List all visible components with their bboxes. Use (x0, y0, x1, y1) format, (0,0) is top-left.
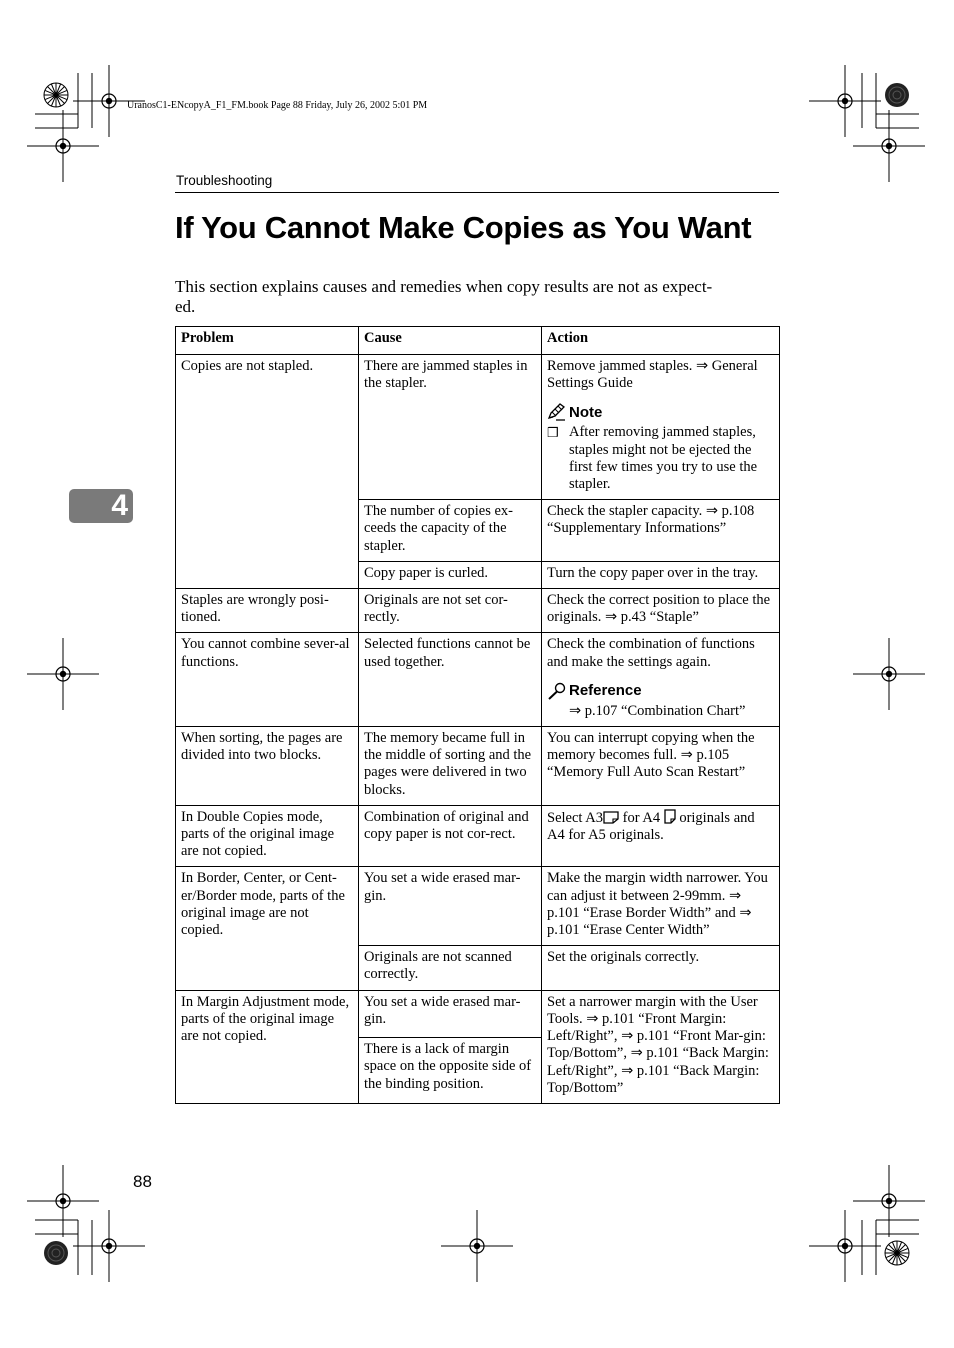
problem-cell: In Margin Adjustment mode, parts of the original image are not copied. (176, 990, 359, 1103)
cause-cell: The number of copies ex-ceeds the capacity of the stapler. (359, 500, 542, 562)
problem-cell: When sorting, the pages are divided into two blocks. (176, 727, 359, 806)
table-row (176, 805, 780, 867)
chapter-tab (69, 489, 133, 523)
cause-cell: You set a wide erased mar-gin. (359, 990, 542, 1037)
action-cell: Turn the copy paper over in the tray. (542, 561, 780, 588)
cause-cell: You set a wide erased mar-gin. (359, 867, 542, 946)
cause-cell: Combination of original and copy paper is not cor-rect. (359, 805, 542, 867)
problem-cell: Copies are not stapled. (176, 355, 359, 589)
intro-line-1: This section explains causes and remedies when copy results are not as expect- (175, 277, 713, 296)
table-header-row (176, 327, 780, 355)
table-row (176, 867, 780, 946)
action-cell (542, 355, 780, 500)
reference-magnifier-icon (547, 682, 567, 700)
landscape-paper-icon (603, 811, 619, 824)
table-row (176, 727, 780, 806)
cause-cell: There is a lack of margin space on the opposite side of the binding position. (359, 1038, 542, 1104)
action-text: Check the combination of functions and make the settings again. (547, 636, 755, 670)
action-cell: Check the stapler capacity. ⇒ p.108 “Supplementary Informations” (542, 500, 780, 562)
action-cell: Set the originals correctly. (542, 946, 780, 990)
table-row (176, 990, 780, 1037)
page-title: If You Cannot Make Copies as You Want (175, 210, 752, 245)
intro-paragraph (175, 277, 779, 317)
note-pencil-icon (547, 403, 567, 421)
reference-text: ⇒ p.107 “Combination Chart” (569, 702, 746, 719)
troubleshooting-table (175, 326, 780, 1104)
action-cell: Make the margin width narrower. You can adjust it between 2-99mm. ⇒ p.101 “Erase Border Width” and ⇒ p.101 “Erase Center Width” (542, 867, 780, 946)
header-action: Action (542, 327, 780, 355)
cause-cell: Copy paper is curled. (359, 561, 542, 588)
file-info-slug: UranosC1-ENcopyA_F1_FM.book Page 88 Friday, July 26, 2002 5:01 PM (127, 100, 428, 111)
action-cell: Set a narrower margin with the User Tools. ⇒ p.101 “Front Margin: Left/Right”, ⇒ p.101 “Front Mar-gin: Top/Bottom”, ⇒ p.101 “Back Margin: Left/Right”, ⇒ p.101 “Back Margin: Top/Bottom” (542, 990, 780, 1103)
cause-cell: Originals are not scanned correctly. (359, 946, 542, 990)
table-row (176, 589, 780, 633)
running-header: Troubleshooting (176, 173, 273, 188)
cause-cell: There are jammed staples in the stapler. (359, 355, 542, 500)
action-cell (542, 805, 780, 867)
action-text-b: for A4 (618, 809, 664, 826)
action-cell (542, 633, 780, 727)
note-block (547, 403, 774, 421)
cause-cell: Selected functions cannot be used together. (359, 633, 542, 727)
problem-cell: In Double Copies mode, parts of the original image are not copied. (176, 805, 359, 867)
intro-line-2: ed. (175, 297, 196, 316)
header-problem: Problem (176, 327, 359, 355)
problem-cell: Staples are wrongly posi-tioned. (176, 589, 359, 633)
note-heading: Note (569, 403, 603, 421)
problem-cell: You cannot combine sever-al functions. (176, 633, 359, 727)
portrait-paper-icon (664, 809, 676, 824)
table-row (176, 633, 780, 727)
chapter-number: 4 (111, 489, 128, 522)
table-row (176, 355, 780, 500)
header-cause: Cause (359, 327, 542, 355)
header-rule (175, 192, 779, 193)
action-cell: Check the correct position to place the originals. ⇒ p.43 “Staple” (542, 589, 780, 633)
cause-cell: Originals are not set cor-rectly. (359, 589, 542, 633)
reference-heading: Reference (569, 682, 642, 700)
action-cell: You can interrupt copying when the memory becomes full. ⇒ p.105 “Memory Full Auto Scan Restart” (542, 727, 780, 806)
reference-block (547, 682, 774, 700)
cause-cell: The memory became full in the middle of sorting and the pages were delivered in two blocks. (359, 727, 542, 806)
problem-cell: In Border, Center, or Cent-er/Border mode, parts of the original image are not copied. (176, 867, 359, 990)
action-text-a: Select A3 (547, 809, 603, 826)
checkbox-bullet-icon: ❒ (547, 425, 559, 441)
note-item (547, 424, 774, 493)
action-text: Remove jammed staples. ⇒ General Settings Guide (547, 358, 758, 392)
action-text-c: originals and A4 for A5 originals. (547, 809, 755, 844)
page-number: 88 (133, 1172, 152, 1191)
note-text: After removing jammed staples, staples might not be ejected the first few times you try to use the stapler. (569, 424, 758, 493)
